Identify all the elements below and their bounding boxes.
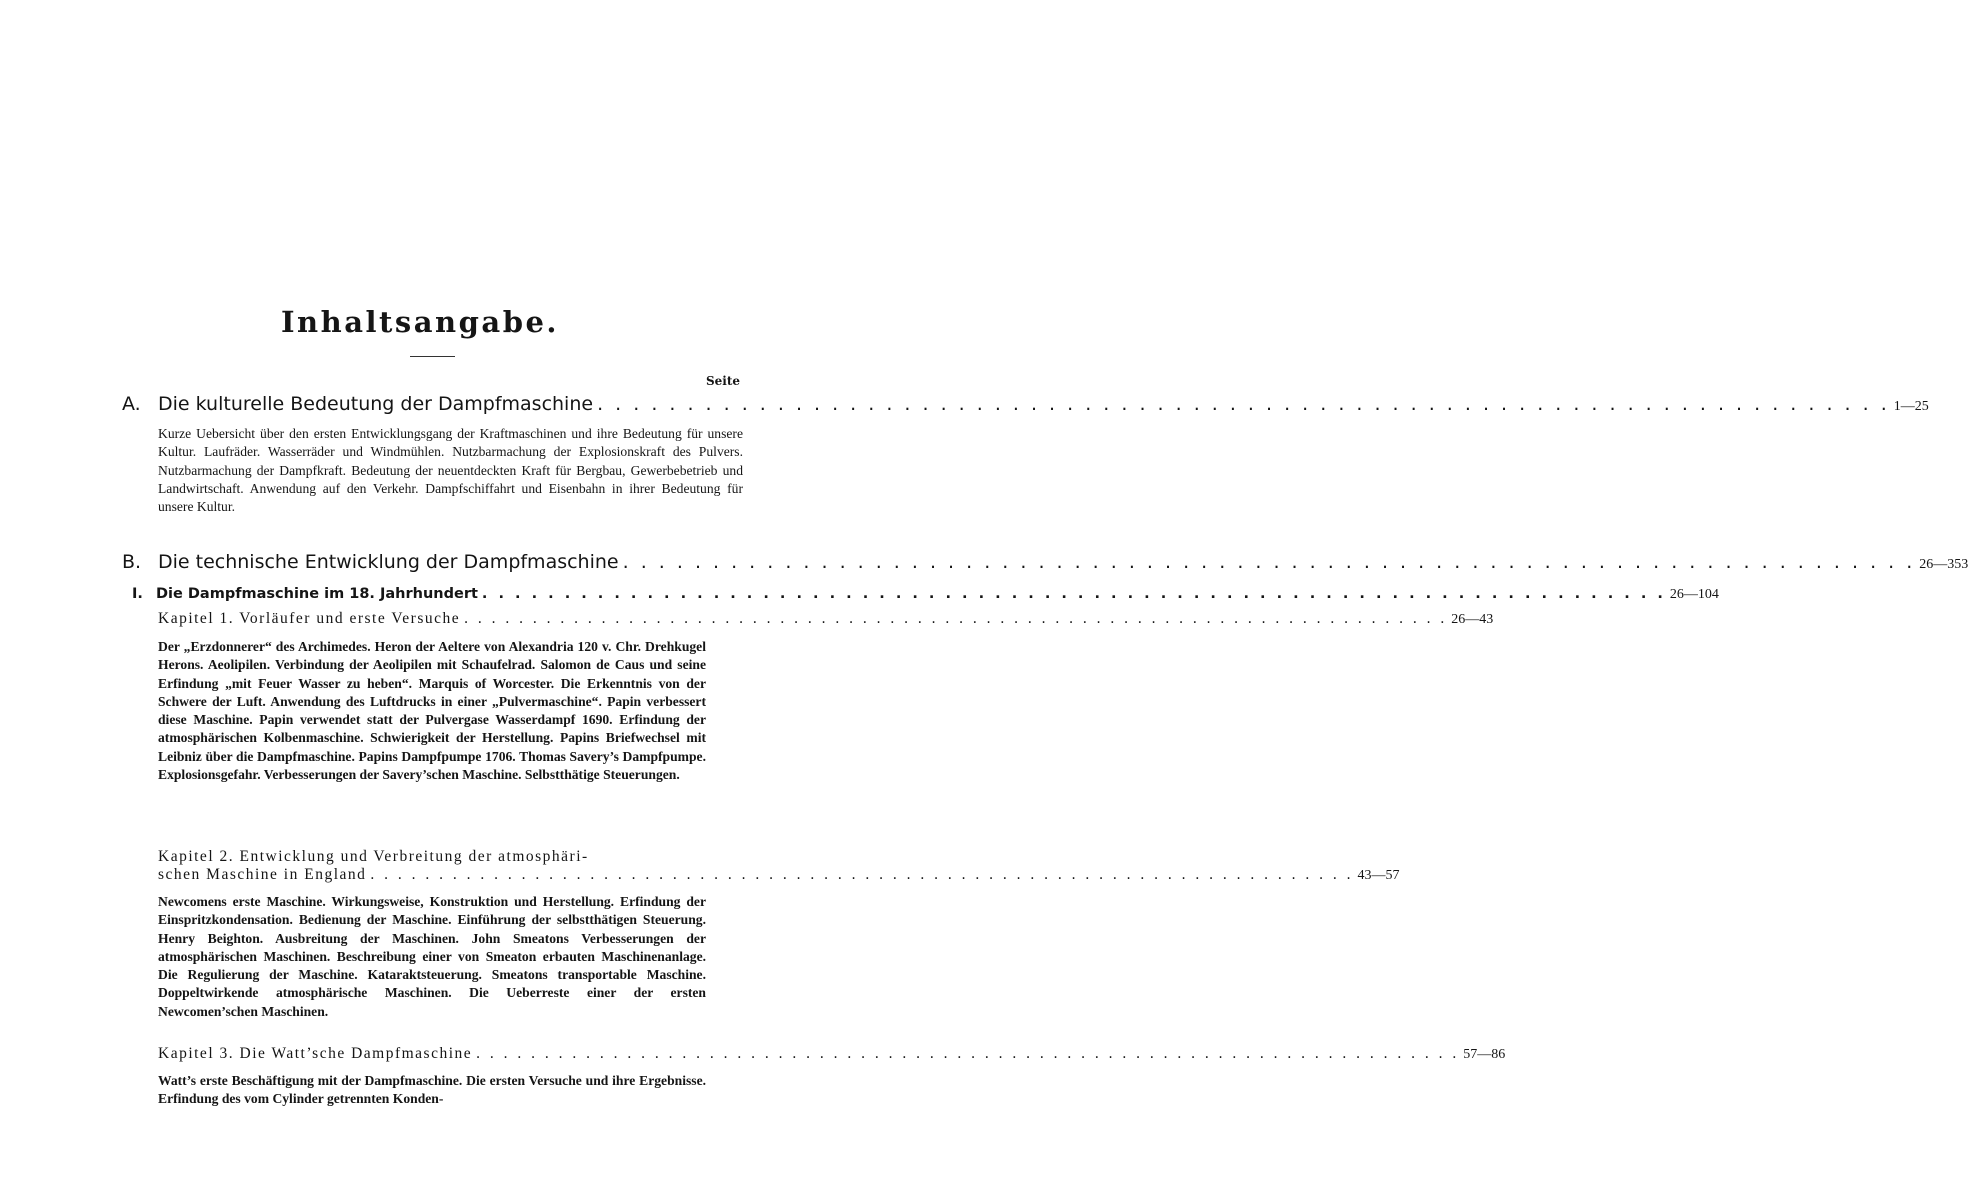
- chapter-3-summary: Watt’s erste Beschäftigung mit der Dampfmaschine. Die ersten Versuche und ihre Ergebnisse. Erfindung des vom Cylinder getrennten Konden-: [158, 1073, 706, 1107]
- part-numeral: I.: [132, 586, 143, 602]
- chapter-2-heading-line1: Kapitel 2. Entwicklung und Verbreitung der atmosphäri-: [158, 848, 589, 865]
- section-title: Die technische Entwicklung der Dampfmaschine: [158, 551, 619, 573]
- page-range: 26—43: [1451, 612, 1494, 627]
- chapter-1-summary: Der „Erzdonnerer“ des Archimedes. Heron der Aeltere von Alexandria 120 v. Chr. Drehkugel Herons. Aeolipilen. Verbindung der Aeolipilen mit Schaufelrad. Salomon de Caus und seine Erfindung „mit Feuer Wasser zu heben“. Marquis of Worcester. Die Erkenntnis von der Schwere der Luft. Anwendung des Luftdrucks in einer „Pulvermaschine“. Papin verbessert diese Maschine. Papin verwendet statt der Pulvergase Wasserdampf 1690. Erfindung der atmosphärischen Kolbenmaschine. Schwierigkeit der Herstellung. Papins Briefwechsel mit Leibniz über die Dampfmaschine. Papins Dampfpumpe 1706. Thomas Savery’s Dampfpumpe. Explosionsgefahr. Verbesserungen der Savery’schen Maschine. Selbstthätige Steuerungen.: [158, 639, 706, 783]
- chapter-heading: Kapitel 3. Die Watt’sche Dampfmaschine: [158, 1045, 473, 1062]
- toc-part-1: [132, 586, 1719, 603]
- section-letter: B.: [122, 551, 142, 573]
- page-range: 26—104: [1669, 587, 1719, 602]
- page-column-label: Seite: [705, 374, 740, 388]
- page-range: 43—57: [1357, 868, 1400, 883]
- leader-dots: . . . . . . . . . . . . . . . . . . . . . . . . . . . . . . . . . . . . . . . . . . . . . . . . . . . . . . . . . . . . . . . . . . . . . . . .: [597, 393, 1890, 415]
- leader-dots: . . . . . . . . . . . . . . . . . . . . . . . . . . . . . . . . . . . . . . . . . . . . . . . . . . . . . . . . . . . . . . . . . . . . . . . .: [622, 551, 1916, 573]
- section-a-summary: Kurze Uebersicht über den ersten Entwicklungsgang der Kraftmaschinen und ihre Bedeutung für unsere Kultur. Laufräder. Wasserräder und Windmühlen. Nutzbarmachung der Explosionskraft des Pulvers. Nutzbarmachung der Dampfkraft. Bedeutung der neuentdeckten Kraft für Bergbau, Gewerbebetrieb und Landwirtschaft. Anwendung auf den Verkehr. Dampfschiffahrt und Eisenbahn in ihrer Bedeutung für unsere Kultur.: [158, 426, 743, 515]
- page-range: 57—86: [1463, 1047, 1506, 1062]
- chapter-heading: Kapitel 1. Vorläufer und erste Versuche: [158, 610, 461, 627]
- toc-chapter-3: [158, 1045, 1506, 1063]
- toc-section-a: [122, 393, 1929, 415]
- leader-dots: . . . . . . . . . . . . . . . . . . . . . . . . . . . . . . . . . . . . . . . . . . . . . . . . . . . . . . . . . . . . . . . . . . . . . . . .: [370, 866, 1354, 883]
- leader-dots: . . . . . . . . . . . . . . . . . . . . . . . . . . . . . . . . . . . . . . . . . . . . . . . . . . . . . . . . . . . . . . . . . . . . . . . .: [476, 1045, 1460, 1062]
- page-title: Inhaltsangabe.: [280, 305, 560, 339]
- section-letter: A.: [122, 393, 141, 415]
- toc-chapter-1: [158, 610, 1494, 628]
- section-title: Die kulturelle Bedeutung der Dampfmaschine: [158, 393, 594, 415]
- toc-chapter-2: [158, 866, 1400, 884]
- title-divider: [410, 356, 455, 357]
- part-title: Die Dampfmaschine im 18. Jahrhundert: [156, 586, 478, 602]
- toc-section-b: [122, 551, 1968, 573]
- chapter-heading: schen Maschine in England: [158, 866, 367, 883]
- page-range: 26—353: [1919, 557, 1968, 572]
- page-range: 1—25: [1893, 399, 1929, 414]
- leader-dots: . . . . . . . . . . . . . . . . . . . . . . . . . . . . . . . . . . . . . . . . . . . . . . . . . . . . . . . . . . . . . . . . . . . . . . . .: [481, 586, 1666, 602]
- leader-dots: . . . . . . . . . . . . . . . . . . . . . . . . . . . . . . . . . . . . . . . . . . . . . . . . . . . . . . . . . . . . . . . . . . . . . . . .: [464, 610, 1448, 627]
- chapter-2-summary: Newcomens erste Maschine. Wirkungsweise, Konstruktion und Herstellung. Erfindung der Einspritzkondensation. Bedienung der Maschine. Einführung der selbstthätigen Steuerung. Henry Beighton. Ausbreitung der Maschinen. John Smeatons Verbesserungen der atmosphärischen Maschinen. Beschreibung einer von Smeaton erbauten Maschinenanlage. Die Regulierung der Maschine. Kataraktsteuerung. Smeatons transportable Maschine. Doppeltwirkende atmosphärische Maschinen. Die Ueberreste einer der ersten Newcomen’schen Maschinen.: [158, 894, 706, 1019]
